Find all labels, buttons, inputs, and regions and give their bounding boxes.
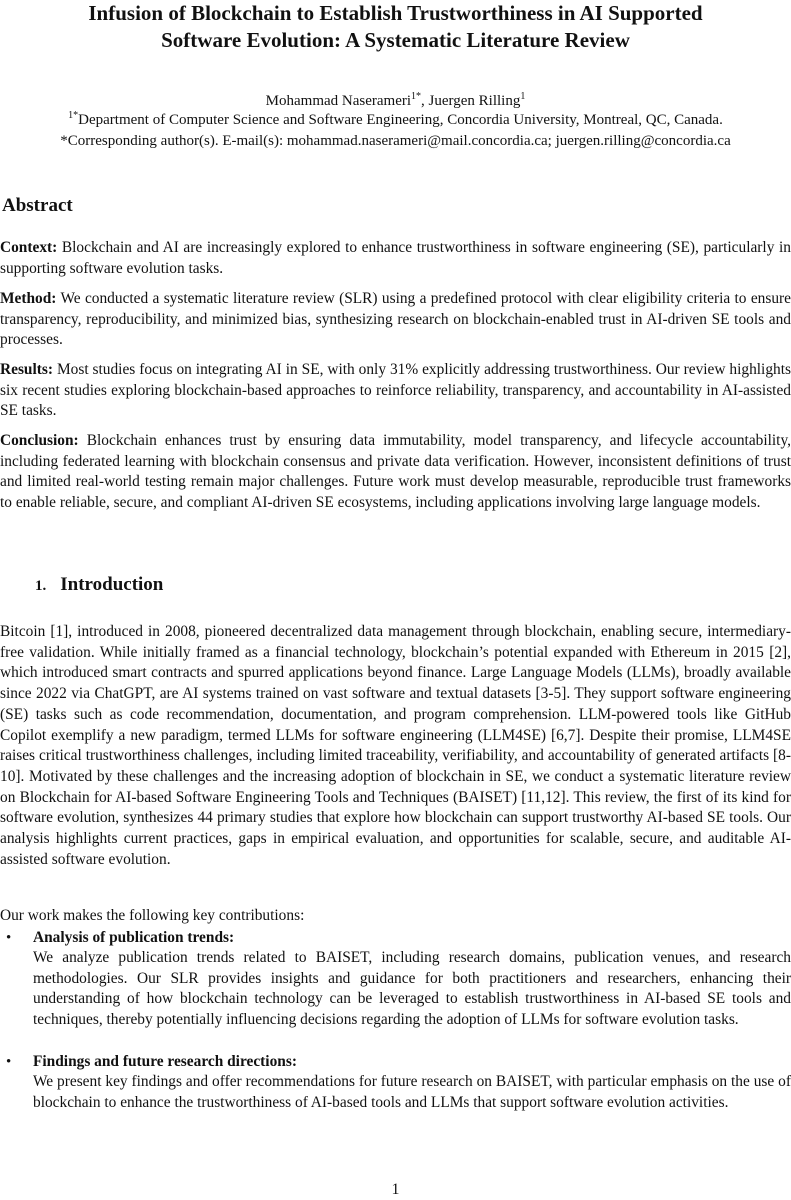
abstract-method — [0, 289, 791, 351]
results-label: Results: — [0, 361, 54, 378]
corresponding-author: *Corresponding author(s). E-mail(s): mohammad.naserameri@mail.concordia.ca; juergen.rilling@concordia.ca — [60, 133, 731, 149]
bullet-body: We present key findings and offer recommendations for future research on BAISET, with particular emphasis on the use of blockchain to enhance the trustworthiness of AI-based tools and LLMs that support software evolution activities. — [33, 1073, 791, 1111]
contributions-lead: Our work makes the following key contributions: — [0, 907, 305, 924]
abstract-heading: Abstract — [2, 195, 73, 216]
author-superscript: 1 — [520, 91, 526, 102]
author-superscript: 1* — [411, 91, 422, 102]
introduction-paragraph: Bitcoin [1], introduced in 2008, pioneered decentralized data management through blockchain, enabling secure, intermediary-free validation. While initially framed as a financial technology, blockchain’s potential expanded with Ethereum in 2015 [2], which introduced smart contracts and spurred applications beyond finance. Large Language Models (LLMs), broadly available since 2022 via ChatGPT, are AI systems trained on vast software and textual datasets [3-5]. They support software engineering (SE) tasks such as code recommendation, documentation, and program comprehension. LLM-powered tools like GitHub Copilot exemplify a new paradigm, termed LLMs for software engineering (LLM4SE) [6,7]. Despite their promise, LLM4SE raises critical trustworthiness challenges, including limited traceability, verifiability, and accountability of generated artifacts [8-10]. Motivated by these challenges and the increasing adoption of blockchain in SE, we conduct a systematic literature review on Blockchain for AI-based Software Engineering Tools and Techniques (BAISET) [11,12]. This review, the first of its kind for software evolution, synthesizes 44 primary studies that explore how blockchain can support trustworthy AI-based SE tools. Our analysis highlights current practices, gaps in empirical evaluation, and opportunities for scalable, secure, and auditable AI-assisted software evolution. — [0, 623, 791, 868]
section-heading-introduction — [35, 574, 163, 596]
affiliation-text: Department of Computer Science and Software Engineering, Concordia University, Montreal, QC, Canada. — [78, 112, 723, 128]
author-list — [0, 91, 791, 111]
affiliation-superscript: 1* — [68, 110, 79, 121]
method-label: Method: — [0, 290, 57, 307]
conclusion-text: Blockchain enhances trust by ensuring data immutability, model transparency, and lifecycle accountability, including federated learning with blockchain consensus and private data verification. However, inconsistent definitions of trust and limited real-world testing remain major challenges. Future work must develop measurable, reproducible trust frameworks to enable reliable, secure, and compliant AI-driven SE ecosystems, including applications involving large language models. — [0, 432, 791, 511]
bullet-title: Findings and future research directions: — [33, 1053, 297, 1070]
bullet-title: Analysis of publication trends: — [33, 929, 235, 946]
title-line-2: Software Evolution: A Systematic Literature Review — [161, 28, 630, 52]
author-name: , Juergen Rilling — [421, 93, 521, 109]
page-number: 1 — [391, 1181, 400, 1198]
abstract-conclusion — [0, 431, 791, 513]
affiliation — [0, 110, 791, 130]
results-text: Most studies focus on integrating AI in SE, with only 31% explicitly addressing trustworthiness. Our review highlights six recent studies exploring blockchain-based approaches to reinforce reliability, transparency, and accountability in AI-assisted SE tasks. — [0, 361, 791, 419]
conclusion-label: Conclusion: — [0, 432, 79, 449]
context-label: Context: — [0, 239, 58, 256]
context-text: Blockchain and AI are increasingly explored to enhance trustworthiness in software engineering (SE), particularly in supporting software evolution tasks. — [0, 239, 791, 277]
abstract-context — [0, 238, 791, 279]
paper-title — [0, 0, 791, 54]
abstract-results — [0, 360, 791, 422]
bullet-body: We analyze publication trends related to BAISET, including research domains, publication venues, and research methodologies. Our SLR provides insights and guidance for both practitioners and researchers, enhancing their understanding of how blockchain technology can be leveraged to establish trustworthiness in AI-based SE tools and techniques, thereby potentially influencing decisions regarding the adoption of LLMs for software evolution tasks. — [33, 949, 791, 1029]
title-line-1: Infusion of Blockchain to Establish Trustworthiness in AI Supported — [88, 1, 703, 25]
author-name: Mohammad Naserameri — [265, 93, 412, 109]
method-text: We conducted a systematic literature review (SLR) using a predefined protocol with clear eligibility criteria to ensure transparency, reproducibility, and minimized bias, synthesizing research on blockchain-enabled trust in AI-driven SE tools and processes. — [0, 290, 791, 348]
section-title: Introduction — [60, 574, 164, 595]
bullet-symbol: • — [6, 930, 12, 946]
section-number: 1. — [35, 578, 47, 594]
bullet-symbol: • — [6, 1054, 12, 1070]
